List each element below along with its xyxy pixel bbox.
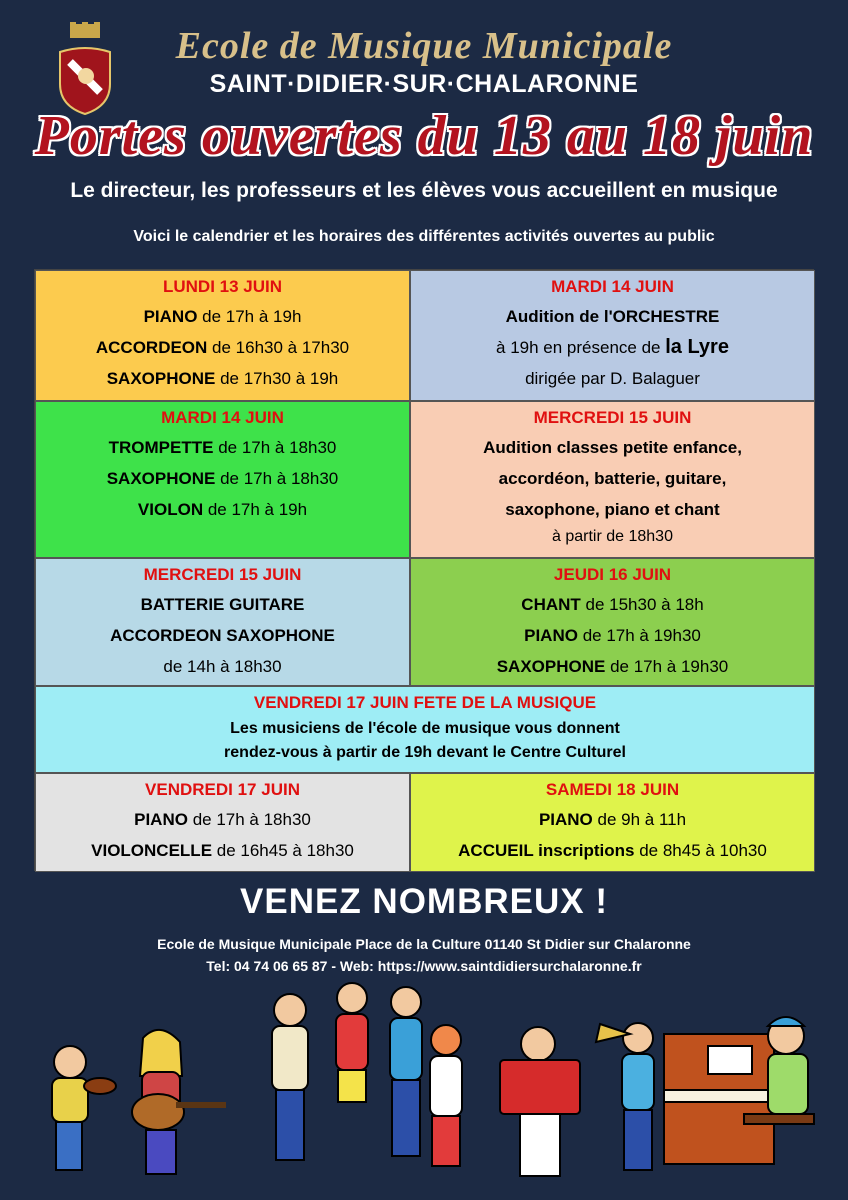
- school-name: Ecole de Musique Municipale: [175, 25, 673, 67]
- day-title: VENDREDI 17 JUIN FETE DE LA MUSIQUE: [253, 693, 597, 712]
- schedule-cell-jeudi: JEUDI 16 JUIN CHANT de 15h30 à 18h PIANO de 17h à 19h30 SAXOPHONE de 17h à 19h30: [410, 558, 815, 686]
- guitarist-figure: [132, 1030, 226, 1174]
- schedule-cell-mardi-orchestre: MARDI 14 JUIN Audition de l'ORCHESTRE à 19h en présence de la Lyre dirigée par D. Balaguer: [410, 270, 815, 401]
- day-title: MERCREDI 15 JUIN: [143, 565, 302, 584]
- day-title: JEUDI 16 JUIN: [553, 565, 672, 584]
- accordionist-figure: [500, 1027, 580, 1176]
- trumpeter-figure: [596, 1023, 654, 1170]
- schedule-cell-mardi: MARDI 14 JUIN TROMPETTE de 17h à 18h30 SAXOPHONE de 17h à 18h30 VIOLON de 17h à 19h: [35, 401, 410, 558]
- day-title: SAMEDI 18 JUIN: [545, 780, 680, 799]
- schedule-cell-samedi: SAMEDI 18 JUIN PIANO de 9h à 11h ACCUEIL inscriptions de 8h45 à 10h30: [410, 773, 815, 872]
- day-title: LUNDI 13 JUIN: [162, 277, 283, 296]
- schedule-table: [34, 269, 814, 871]
- day-title: VENDREDI 17 JUIN: [145, 780, 300, 799]
- day-title: MARDI 14 JUIN: [161, 408, 284, 427]
- singers-group: [272, 983, 462, 1166]
- schedule-cell-fete-musique: VENDREDI 17 JUIN FETE DE LA MUSIQUE Les musiciens de l'école de musique vous donnent rendez-vous à partir de 19h devant le Centre Culturel: [35, 686, 815, 773]
- intro-text: Le directeur, les professeurs et les élèves vous accueillent en musique: [70, 179, 778, 202]
- pianist-figure: [664, 1017, 814, 1164]
- schedule-cell-mercredi-audition: MERCREDI 15 JUIN Audition classes petite enfance, accordéon, batterie, guitare, saxophone, piano et chant à partir de 18h30: [410, 401, 815, 558]
- footer-contact: Tel: 04 74 06 65 87 - Web: https://www.saintdidiersurchalaronne.fr: [206, 958, 642, 974]
- schedule-cell-lundi: LUNDI 13 JUIN PIANO de 17h à 19h ACCORDEON de 16h30 à 17h30 SAXOPHONE de 17h30 à 19h: [35, 270, 410, 401]
- footer-address: Ecole de Musique Municipale Place de la Culture 01140 St Didier sur Chalaronne: [157, 936, 691, 952]
- schedule-cell-mercredi: MERCREDI 15 JUIN BATTERIE GUITARE ACCORDEON SAXOPHONE de 14h à 18h30: [35, 558, 410, 686]
- day-title: MERCREDI 15 JUIN: [533, 408, 692, 427]
- schedule-cell-vendredi: VENDREDI 17 JUIN PIANO de 17h à 18h30 VIOLONCELLE de 16h45 à 18h30: [35, 773, 410, 872]
- call-to-action: VENEZ NOMBREUX !: [240, 882, 608, 921]
- intro-subtext: Voici le calendrier et les horaires des différentes activités ouvertes au public: [133, 228, 715, 245]
- town-name: SAINT·DIDIER·SUR·CHALARONNE: [209, 70, 639, 98]
- day-title: MARDI 14 JUIN: [551, 277, 674, 296]
- musicians-illustration: [0, 980, 848, 1200]
- headline: Portes ouvertes du 13 au 18 juin: [34, 105, 814, 167]
- violinist-figure: [52, 1046, 116, 1170]
